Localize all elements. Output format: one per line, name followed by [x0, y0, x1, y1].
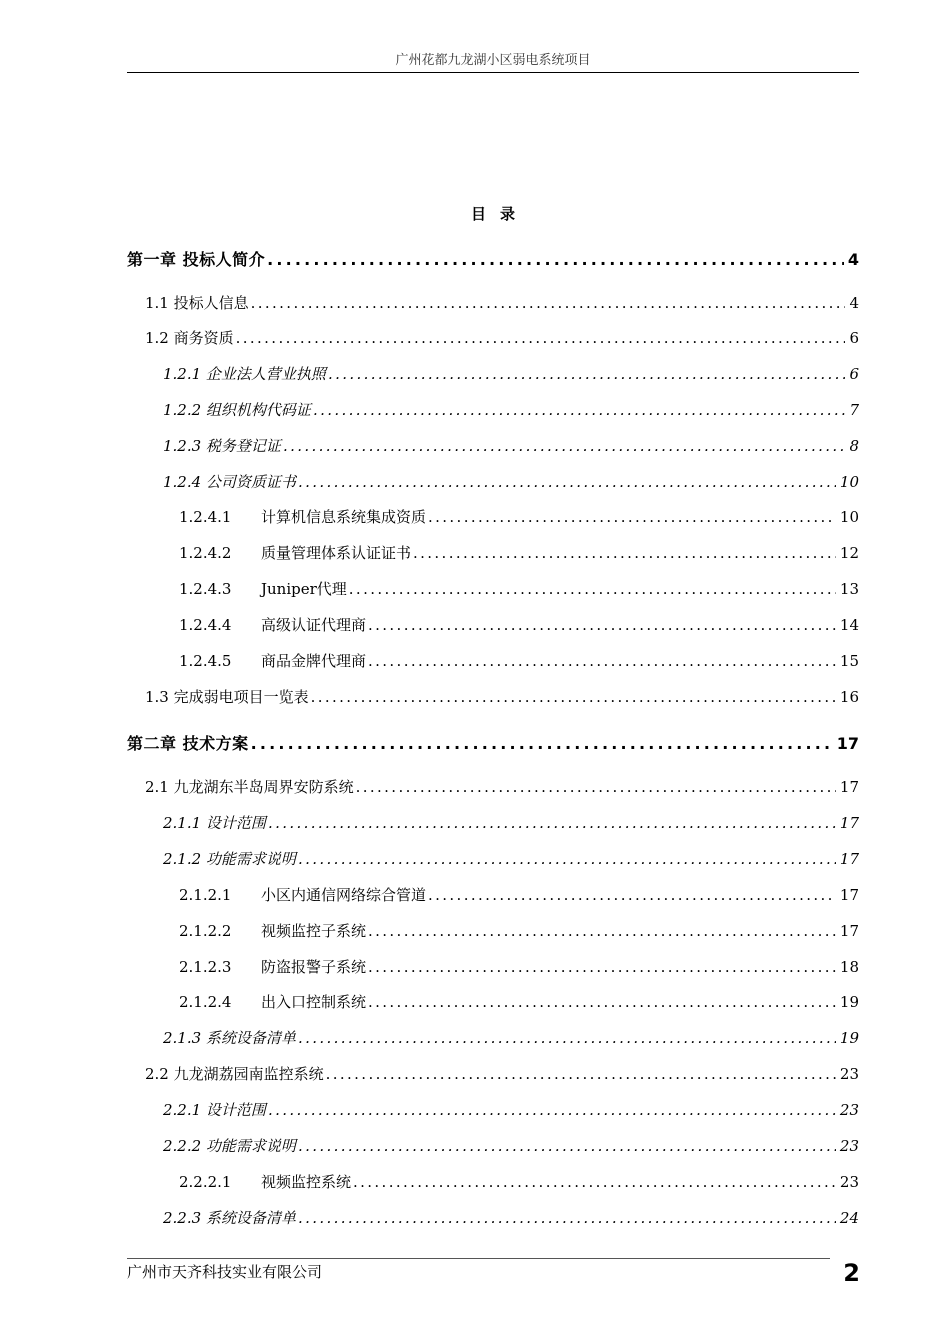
- toc-entry-1-1[interactable]: [127, 292, 859, 314]
- toc-entry-1-2-4-3[interactable]: [127, 578, 859, 600]
- footer-divider: [127, 1258, 830, 1259]
- toc-entry-1-2-4-2[interactable]: [127, 542, 859, 564]
- toc-dot-leader: [428, 886, 836, 904]
- toc-entry-2-1[interactable]: [127, 776, 859, 798]
- toc-dot-leader: [368, 652, 836, 670]
- toc-dot-leader: [283, 437, 846, 455]
- toc-entry-2-2-2[interactable]: [127, 1135, 859, 1157]
- toc-entry-1-3[interactable]: [127, 686, 859, 708]
- toc-entry-number: 2.2.2.1: [179, 1173, 232, 1191]
- toc-dot-leader: [328, 365, 846, 383]
- toc-dot-leader: [298, 1209, 836, 1227]
- toc-entry-1-2[interactable]: [127, 327, 859, 349]
- toc-entry-label: [179, 578, 347, 599]
- toc-entry-page: 23: [839, 1173, 859, 1191]
- toc-entry-page: 13: [839, 580, 859, 598]
- toc-entry-label: [179, 542, 411, 563]
- footer-page-number: 2: [843, 1259, 860, 1287]
- toc-entry-page: 17: [836, 734, 859, 753]
- toc-dot-leader: [428, 508, 836, 526]
- toc-entry-label: [179, 650, 366, 671]
- toc-entry-label: 1.2.3 税务登记证: [163, 437, 281, 455]
- toc-entry-number: 1.2.4.1: [179, 508, 232, 526]
- toc-entry-page: 18: [839, 958, 859, 976]
- toc-entry-number: 2.1.2.2: [179, 922, 232, 940]
- toc-dot-leader: [353, 1173, 836, 1191]
- toc-dot-leader: [349, 580, 836, 598]
- toc-entry-label: [179, 614, 366, 635]
- toc-dot-leader: [268, 814, 836, 832]
- toc-entry-label: 1.2 商务资质: [145, 329, 234, 347]
- toc-entry-2-1-2-1[interactable]: [127, 884, 859, 906]
- toc-entry-chapter-1[interactable]: [127, 247, 859, 269]
- toc-entry-page: 17: [839, 814, 859, 832]
- toc-entry-2-1-1[interactable]: [127, 812, 859, 834]
- toc-entry-1-2-4-1[interactable]: [127, 506, 859, 528]
- toc-entry-text: 防盗报警子系统: [261, 958, 367, 976]
- toc-entry-1-2-4[interactable]: [127, 471, 859, 493]
- toc-entry-label: 1.1 投标人信息: [145, 294, 249, 312]
- toc-entry-page: 17: [839, 850, 859, 868]
- toc-entry-2-2-3[interactable]: [127, 1207, 859, 1229]
- toc-entry-label: 2.2.2 功能需求说明: [163, 1137, 296, 1155]
- toc-entry-page: 12: [839, 544, 859, 562]
- toc-entry-label: 2.2.3 系统设备清单: [163, 1209, 296, 1227]
- toc-dot-leader: [413, 544, 836, 562]
- toc-dot-leader: [368, 993, 836, 1011]
- toc-entry-label: [179, 920, 366, 941]
- toc-entry-2-1-2-4[interactable]: [127, 991, 859, 1013]
- toc-dot-leader: [356, 778, 836, 796]
- toc-entry-text: 视频监控子系统: [261, 922, 367, 940]
- toc-entry-text: Juniper代理: [261, 580, 347, 598]
- toc-entry-page: 4: [849, 294, 859, 312]
- toc-entry-2-1-2-2[interactable]: [127, 920, 859, 942]
- toc-entry-text: 质量管理体系认证证书: [261, 544, 412, 562]
- toc-entry-text: 计算机信息系统集成资质: [261, 508, 427, 526]
- toc-entry-label: 2.1 九龙湖东半岛周界安防系统: [145, 778, 354, 796]
- toc-dot-leader: [268, 1101, 836, 1119]
- toc-entry-page: 19: [839, 993, 859, 1011]
- toc-entry-1-2-4-5[interactable]: [127, 650, 859, 672]
- toc-entry-1-2-2[interactable]: [127, 399, 859, 421]
- toc-dot-leader: [251, 734, 833, 753]
- toc-entry-2-1-2-3[interactable]: [127, 956, 859, 978]
- toc-entry-number: 2.1.2.1: [179, 886, 232, 904]
- toc-dot-leader: [326, 1065, 836, 1083]
- table-of-contents: [127, 0, 859, 1250]
- toc-entry-page: 23: [839, 1137, 859, 1155]
- toc-dot-leader: [298, 473, 836, 491]
- toc-entry-label: 2.1.2 功能需求说明: [163, 850, 296, 868]
- toc-entry-label: 2.2.1 设计范围: [163, 1101, 266, 1119]
- toc-entry-page: 16: [839, 688, 859, 706]
- toc-entry-text: 商品金牌代理商: [261, 652, 367, 670]
- toc-entry-page: 15: [839, 652, 859, 670]
- toc-entry-page: 8: [849, 437, 859, 455]
- toc-dot-leader: [368, 922, 836, 940]
- toc-entry-label: 1.2.2 组织机构代码证: [163, 401, 311, 419]
- toc-entry-number: 2.1.2.4: [179, 993, 232, 1011]
- toc-entry-page: 19: [839, 1029, 859, 1047]
- toc-entry-page: 17: [839, 922, 859, 940]
- toc-entry-page: 23: [839, 1065, 859, 1083]
- toc-entry-number: 1.2.4.5: [179, 652, 232, 670]
- toc-entry-label: [179, 956, 366, 977]
- toc-dot-leader: [267, 250, 844, 269]
- toc-title: 目录: [470, 205, 529, 223]
- toc-dot-leader: [313, 401, 846, 419]
- toc-dot-leader: [298, 850, 836, 868]
- toc-entry-page: 4: [847, 250, 859, 269]
- toc-entry-page: 6: [849, 329, 859, 347]
- toc-entry-page: 7: [849, 401, 859, 419]
- toc-entry-2-1-2[interactable]: [127, 848, 859, 870]
- toc-entry-label: 1.2.4 公司资质证书: [163, 473, 296, 491]
- toc-entry-label: 2.2 九龙湖荔园南监控系统: [145, 1065, 324, 1083]
- toc-entry-page: 10: [839, 508, 859, 526]
- toc-entry-number: 1.2.4.4: [179, 616, 232, 634]
- footer-company-name: 广州市天齐科技实业有限公司: [127, 1263, 323, 1281]
- toc-entry-text: 视频监控系统: [261, 1173, 352, 1191]
- toc-entry-label: [179, 506, 426, 527]
- toc-entry-text: 高级认证代理商: [261, 616, 367, 634]
- toc-entry-number: 1.2.4.2: [179, 544, 232, 562]
- page-header-title: 广州花都九龙湖小区弱电系统项目: [395, 53, 591, 68]
- toc-dot-leader: [236, 329, 846, 347]
- toc-entry-label: [179, 991, 366, 1012]
- toc-dot-leader: [311, 688, 836, 706]
- toc-entry-label: 第一章 投标人简介: [127, 250, 266, 269]
- toc-entry-text: 出入口控制系统: [261, 993, 367, 1011]
- toc-entry-page: 10: [839, 473, 859, 491]
- toc-entry-page: 23: [839, 1101, 859, 1119]
- toc-entry-2-2-1[interactable]: [127, 1099, 859, 1121]
- toc-entry-label: 1.2.1 企业法人营业执照: [163, 365, 326, 383]
- toc-entry-1-2-4-4[interactable]: [127, 614, 859, 636]
- toc-dot-leader: [251, 294, 846, 312]
- toc-entry-2-2-2-1[interactable]: [127, 1171, 859, 1193]
- toc-dot-leader: [368, 616, 836, 634]
- toc-entry-page: 14: [839, 616, 859, 634]
- toc-entry-page: 17: [839, 886, 859, 904]
- toc-entry-text: 小区内通信网络综合管道: [261, 886, 427, 904]
- toc-entry-label: 第二章 技术方案: [127, 734, 249, 753]
- toc-entry-page: 6: [849, 365, 859, 383]
- toc-dot-leader: [368, 958, 836, 976]
- toc-entry-label: 2.1.3 系统设备清单: [163, 1029, 296, 1047]
- toc-dot-leader: [298, 1029, 836, 1047]
- toc-entry-2-2[interactable]: [127, 1063, 859, 1085]
- toc-entry-label: 2.1.1 设计范围: [163, 814, 266, 832]
- toc-entry-chapter-2[interactable]: [127, 731, 859, 753]
- toc-entry-1-2-3[interactable]: [127, 435, 859, 457]
- toc-entry-2-1-3[interactable]: [127, 1027, 859, 1049]
- toc-dot-leader: [298, 1137, 836, 1155]
- toc-entry-1-2-1[interactable]: [127, 363, 859, 385]
- toc-entry-page: 24: [839, 1209, 859, 1227]
- toc-entry-number: 2.1.2.3: [179, 958, 232, 976]
- toc-entry-label: [179, 884, 426, 905]
- toc-entry-page: 17: [839, 778, 859, 796]
- toc-entry-label: [179, 1171, 351, 1192]
- toc-entry-label: 1.3 完成弱电项目一览表: [145, 688, 309, 706]
- toc-entry-number: 1.2.4.3: [179, 580, 232, 598]
